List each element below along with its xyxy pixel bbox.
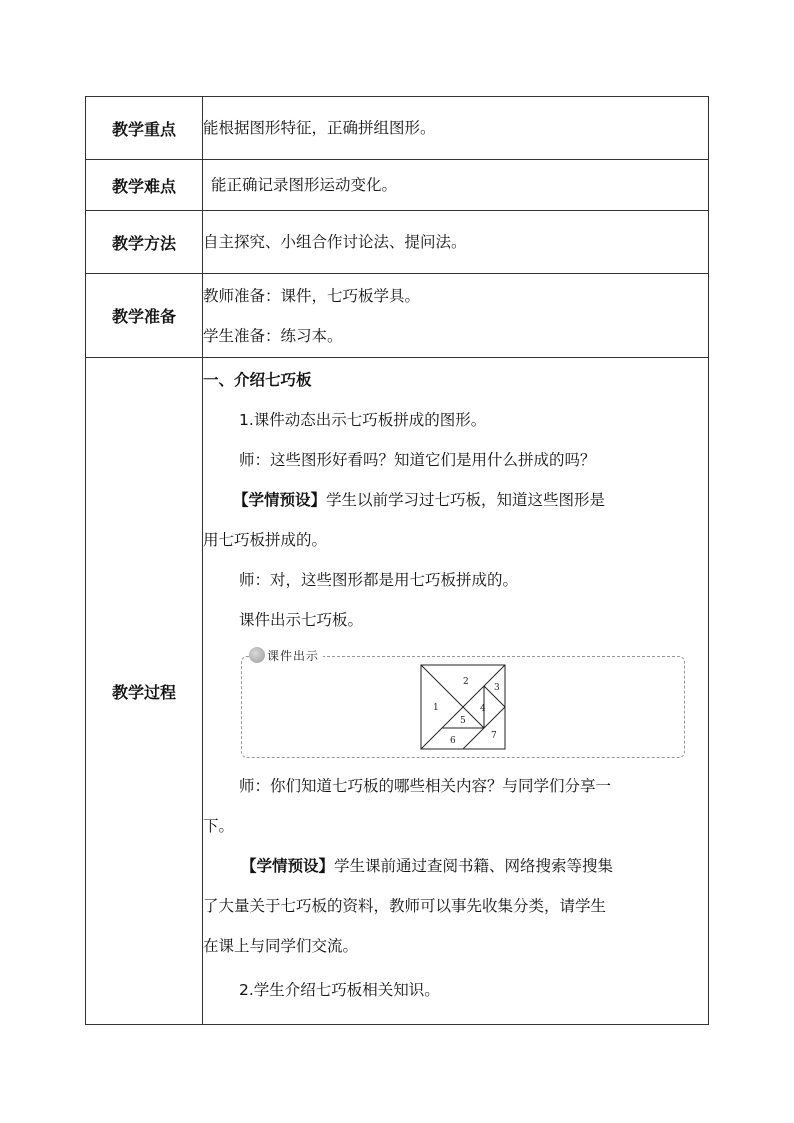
row-teaching-difficulty (86, 160, 709, 211)
teacher-question-2-b: 下。 (203, 817, 235, 835)
tangram-label-5: 5 (460, 716, 466, 726)
step-1: 1.课件动态出示七巧板拼成的图形。 (239, 411, 487, 429)
teaching-process-content (203, 358, 709, 1025)
label-teaching-focus: 教学重点 (86, 97, 203, 160)
preset-tag-1: 【学情预设】 (233, 491, 327, 509)
courseware-figure (241, 644, 700, 762)
tangram-label-1: 1 (433, 703, 439, 713)
tangram-label-2: 2 (463, 677, 469, 687)
teacher-question-2-a: 师：你们知道七巧板的哪些相关内容？与同学们分享一 (239, 777, 612, 795)
teaching-focus-value: 能根据图形特征，正确拼组图形。 (203, 119, 436, 137)
tangram-diagram (420, 664, 508, 752)
preset-2-text-c: 在课上与同学们交流。 (203, 937, 359, 955)
teacher-statement-1: 师：对，这些图形都是用七巧板拼成的。 (239, 571, 519, 589)
teacher-statement-2: 课件出示七巧板。 (239, 611, 364, 629)
preset-1-line-a (203, 480, 708, 520)
teaching-focus-text (203, 97, 709, 160)
row-teaching-preparation (86, 274, 709, 358)
teaching-method-text (203, 211, 709, 274)
preset-tag-2: 【学情预设】 (241, 857, 335, 875)
teaching-difficulty-text (203, 160, 709, 211)
label-teaching-process: 教学过程 (86, 358, 203, 1025)
step-2: 2.学生介绍七巧板相关知识。 (239, 981, 440, 999)
teacher-question-1: 师：这些图形好看吗？知道它们是用什么拼成的吗？ (239, 451, 596, 469)
preset-2-text-b: 了大量关于七巧板的资料，教师可以事先收集分类，请学生 (203, 897, 607, 915)
preset-1-text-a: 学生以前学习过七巧板，知道这些图形是 (326, 491, 606, 509)
tangram-label-7: 7 (491, 731, 497, 741)
tangram-label-3: 3 (494, 683, 500, 693)
label-teaching-difficulty: 教学难点 (86, 160, 203, 211)
row-teaching-focus (86, 97, 709, 160)
label-teaching-method: 教学方法 (86, 211, 203, 274)
label-teaching-preparation: 教学准备 (86, 274, 203, 358)
courseware-dot-icon (249, 647, 265, 663)
teaching-difficulty-value: 能正确记录图形运动变化。 (211, 176, 398, 194)
student-preparation: 学生准备：练习本。 (203, 326, 343, 345)
tangram-label-4: 4 (480, 704, 486, 714)
preset-2-line-a (203, 846, 708, 886)
preset-2-text-a: 学生课前通过查阅书籍、网络搜索等搜集 (334, 857, 614, 875)
courseware-tab-label: 课件出示 (267, 648, 320, 663)
teaching-preparation-text (203, 274, 709, 358)
tangram-label-6: 6 (450, 736, 456, 746)
section-title: 一、介绍七巧板 (203, 371, 312, 389)
teacher-preparation: 教师准备：课件，七巧板学具。 (203, 286, 421, 305)
tangram-line-main-diagonal (421, 665, 484, 728)
lesson-plan-table (85, 96, 709, 1025)
teaching-method-value: 自主探究、小组合作讨论法、提问法。 (203, 233, 467, 251)
courseware-tab (249, 644, 323, 666)
preset-1-text-b: 用七巧板拼成的。 (203, 531, 328, 549)
row-teaching-process (86, 358, 709, 1025)
row-teaching-method (86, 211, 709, 274)
